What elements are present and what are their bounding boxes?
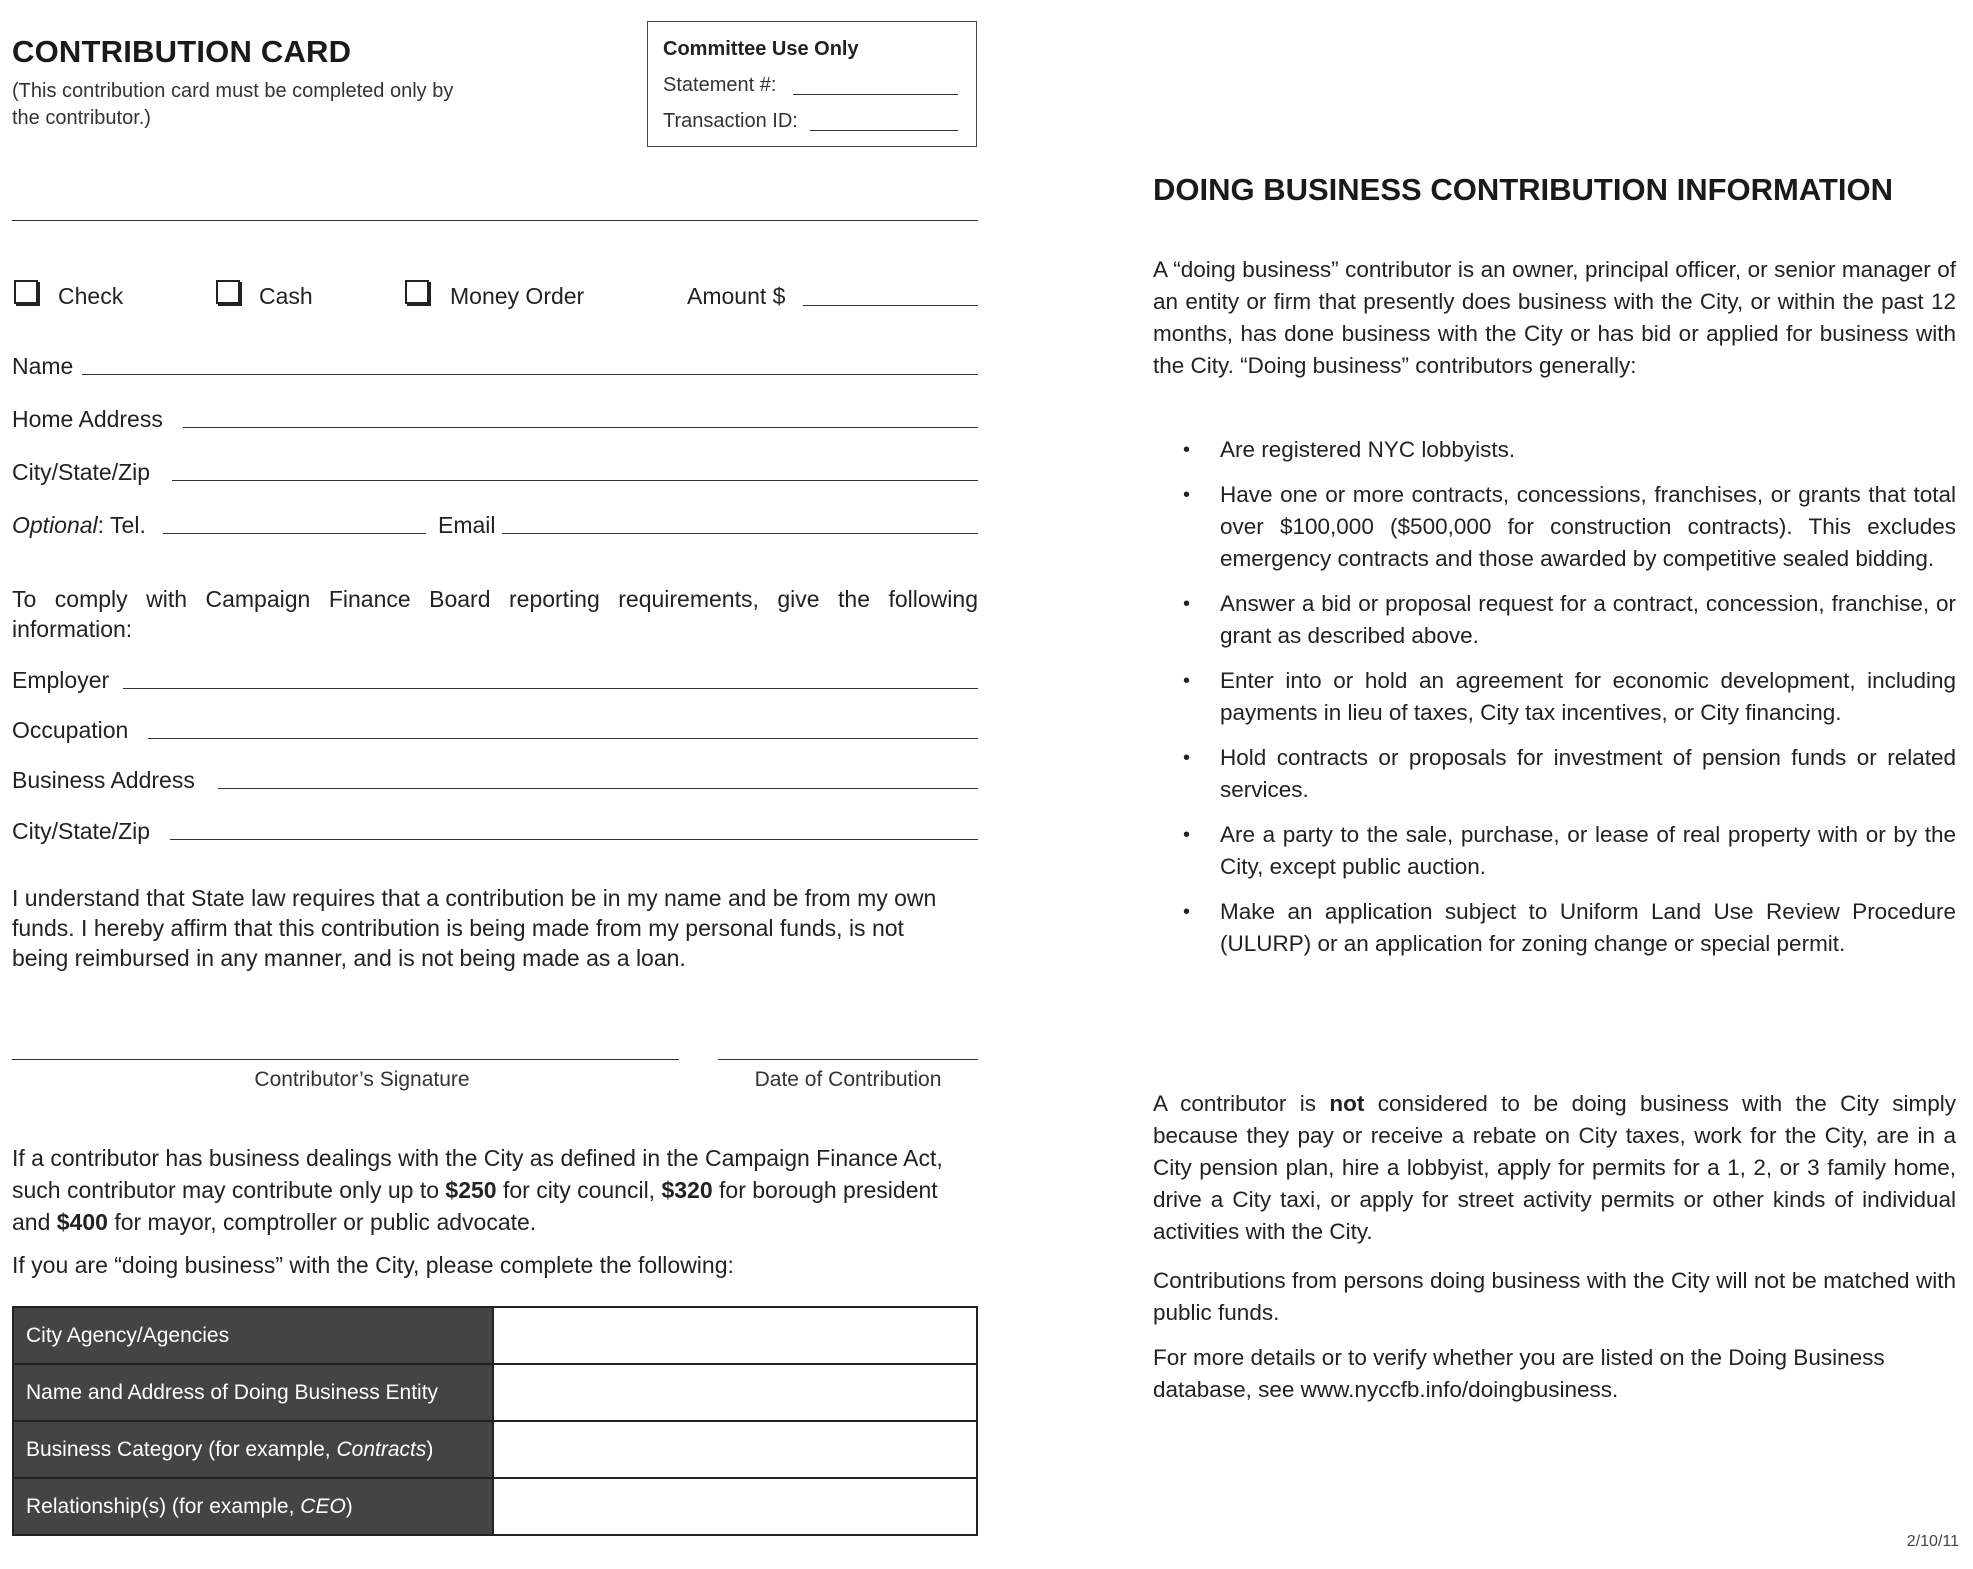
- tel-label: [12, 512, 146, 539]
- card-subtitle: (This contribution card must be completed only by the contributor.): [12, 80, 454, 129]
- limits-text-3: for borough president and: [12, 1177, 938, 1235]
- tel-field[interactable]: [163, 533, 426, 534]
- public-funds-text: Contributions from persons doing business with the City will not be matched with public funds.: [1153, 1268, 1956, 1325]
- limit-city-council: $250: [445, 1177, 497, 1203]
- agency-entry-field[interactable]: [493, 1307, 977, 1364]
- business-city-state-zip-field[interactable]: [170, 839, 978, 840]
- doing-business-table: [12, 1306, 978, 1536]
- transaction-field[interactable]: [810, 130, 958, 131]
- table-label: City Agency/Agencies: [13, 1307, 493, 1364]
- check-label: Check: [58, 283, 124, 309]
- relationship-entry-field[interactable]: [493, 1478, 977, 1535]
- employer-label: Employer: [12, 667, 110, 693]
- tel-text: : Tel.: [97, 512, 146, 538]
- check-checkbox[interactable]: [14, 280, 38, 304]
- list-item: • Are a party to the sale, purchase, or lease of real property with or by the City, except public auction.: [1183, 822, 1956, 879]
- info-intro: A “doing business” contributor is an owner, principal officer, or senior manager of an entity or firm that presently does business with the City, or within the past 12 months, has done business with the City or has bid or applied for business with the City. “Doing business” contributors generally:: [1153, 257, 1956, 378]
- statement-field[interactable]: [793, 94, 958, 95]
- more-details-text: For more details or to verify whether you are listed on the Doing Business database, see www.nyccfb.info/doingbusiness.: [1153, 1345, 1885, 1402]
- limits-text-1: If a contributor has business dealings with the City as defined in the Campaign Finance Act, such contributor may contribute only up to: [12, 1145, 943, 1203]
- table-row: [13, 1307, 977, 1364]
- signature-caption: Contributor’s Signature: [254, 1068, 470, 1091]
- optional-label: Optional: [12, 512, 98, 538]
- cfb-intro: To comply with Campaign Finance Board reporting requirements, give the following information:: [12, 586, 978, 642]
- business-address-field[interactable]: [218, 788, 978, 789]
- employer-field[interactable]: [123, 688, 978, 689]
- table-row: [13, 1478, 977, 1535]
- contribution-limits: [12, 1142, 978, 1238]
- transaction-label: Transaction ID:: [663, 110, 798, 132]
- signature-field[interactable]: [12, 1059, 679, 1060]
- home-address-label: Home Address: [12, 406, 163, 432]
- top-divider: [12, 220, 978, 221]
- occupation-field[interactable]: [148, 738, 978, 739]
- limit-borough-president: $320: [661, 1177, 713, 1203]
- limits-text-2: for city council,: [496, 1177, 662, 1203]
- doing-business-prompt: If you are “doing business” with the City, please complete the following:: [12, 1252, 734, 1278]
- committee-title: Committee Use Only: [663, 38, 859, 60]
- business-address-label: Business Address: [12, 767, 195, 793]
- email-label: Email: [438, 512, 496, 538]
- affirmation-text: I understand that State law requires that a contribution be in my name and be from my own funds. I hereby affirm that this contribution is being made from my personal funds, is not being reimbursed in any manner, and is not being made as a loan.: [12, 885, 937, 971]
- email-field[interactable]: [502, 533, 978, 534]
- statement-label: Statement #:: [663, 74, 777, 96]
- table-label: Business Category (for example, Contracts): [13, 1421, 493, 1478]
- city-state-zip-field[interactable]: [172, 480, 978, 481]
- table-row: [13, 1364, 977, 1421]
- not-doing-business-text: A contributor is not considered to be doing business with the City simply because they pay or receive a rebate on City taxes, work for the City, are in a City pension plan, hire a lobbyist, apply for permits for a 1, 2, or 3 family home, drive a City taxi, or apply for street activity permits or other kinds of individual activities with the City.: [1153, 1091, 1956, 1244]
- occupation-label: Occupation: [12, 717, 129, 743]
- table-row: [13, 1421, 977, 1478]
- money-order-checkbox[interactable]: [405, 280, 429, 304]
- city-state-zip-label: City/State/Zip: [12, 459, 151, 485]
- name-label: Name: [12, 353, 74, 379]
- category-entry-field[interactable]: [493, 1421, 977, 1478]
- list-item: • Hold contracts or proposals for investment of pension funds or related services.: [1183, 745, 1956, 802]
- home-address-field[interactable]: [183, 427, 978, 428]
- card-title: CONTRIBUTION CARD: [12, 34, 352, 69]
- list-item: • Answer a bid or proposal request for a contract, concession, franchise, or grant as described above.: [1183, 591, 1956, 648]
- info-heading: DOING BUSINESS CONTRIBUTION INFORMATION: [1153, 172, 1893, 207]
- cash-checkbox[interactable]: [216, 280, 240, 304]
- list-item: • Have one or more contracts, concessions, franchises, or grants that total over $100,000 ($500,000 for construction contracts). This excludes emergency contracts and those awarded by competitive sealed bidding.: [1183, 482, 1956, 571]
- money-order-label: Money Order: [450, 283, 585, 309]
- revision-date: 2/10/11: [1906, 1533, 1959, 1550]
- cash-label: Cash: [259, 283, 313, 309]
- table-label: Relationship(s) (for example, CEO): [13, 1478, 493, 1535]
- list-item: • Enter into or hold an agreement for economic development, including payments in lieu of taxes, City tax incentives, or City financing.: [1183, 668, 1956, 725]
- table-label: Name and Address of Doing Business Entity: [13, 1364, 493, 1421]
- amount-field[interactable]: [803, 305, 978, 306]
- criteria-list: [1153, 434, 1956, 973]
- amount-label: Amount $: [687, 283, 786, 309]
- list-item: • Are registered NYC lobbyists.: [1183, 437, 1516, 462]
- entity-entry-field[interactable]: [493, 1364, 977, 1421]
- name-field[interactable]: [82, 374, 978, 375]
- date-caption: Date of Contribution: [754, 1068, 942, 1091]
- list-item: • Make an application subject to Uniform Land Use Review Procedure (ULURP) or an application for zoning change or special permit.: [1183, 899, 1956, 956]
- limits-text-4: for mayor, comptroller or public advocate.: [107, 1209, 537, 1235]
- business-city-state-zip-label: City/State/Zip: [12, 818, 151, 844]
- date-field[interactable]: [718, 1059, 978, 1060]
- limit-mayor: $400: [56, 1209, 108, 1235]
